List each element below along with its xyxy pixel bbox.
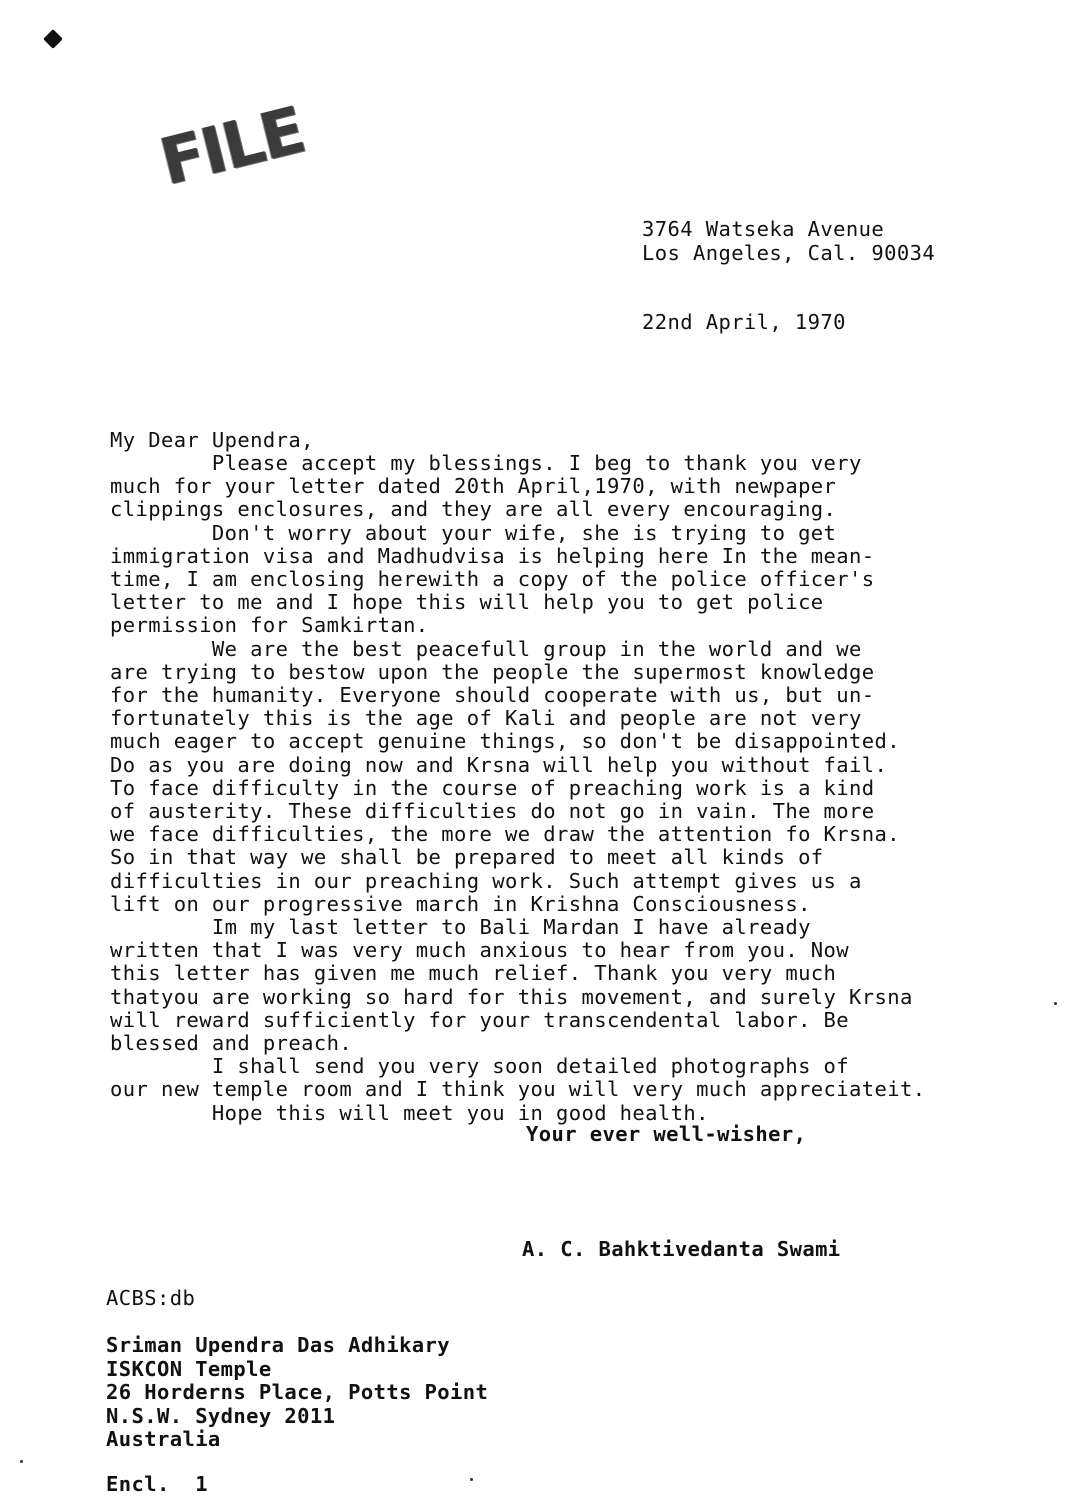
reference-initials: ACBS:db xyxy=(106,1286,196,1310)
body-line: Hope this will meet you in good health. xyxy=(110,1100,709,1125)
body-line: Please accept my blessings. I beg to thank you very xyxy=(110,451,862,475)
body-line: of austerity. These difficulties do not go in vain. The more xyxy=(110,799,875,823)
recipient-address-line: Australia xyxy=(106,1427,221,1451)
corner-mark xyxy=(43,29,63,49)
recipient-address-line: ISKCON Temple xyxy=(106,1356,272,1381)
body-line: Don't worry about your wife, she is trying to get xyxy=(110,520,837,545)
body-line: permission for Samkirtan. xyxy=(110,613,429,638)
body-line: Im my last letter to Bali Mardan I have already xyxy=(110,915,811,939)
body-line: we face difficulties, the more we draw the attention fo Krsna. xyxy=(110,822,901,847)
body-line: Do as you are doing now and Krsna will help you without fail. xyxy=(110,752,888,777)
body-line: much eager to accept genuine things, so don't be disappointed. xyxy=(110,729,901,754)
body-line: letter to me and I hope this will help you to get police xyxy=(110,590,824,615)
paper-speck xyxy=(1054,1002,1057,1005)
letter-date: 22nd April, 1970 xyxy=(642,310,846,334)
recipient-address-line: 26 Horderns Place, Potts Point xyxy=(106,1380,489,1404)
body-line: We are the best peacefull group in the world and we xyxy=(110,636,862,661)
body-line: clippings enclosures, and they are all every encouraging. xyxy=(110,497,837,522)
recipient-address-line: N.S.W. Sydney 2011 xyxy=(106,1403,336,1428)
body-line: lift on our progressive march in Krishna Consciousness. xyxy=(110,891,811,916)
body-line: blessed and preach. xyxy=(110,1031,353,1055)
body-line: much for your letter dated 20th April,1970, with newpaper xyxy=(110,474,837,499)
body-line: thatyou are working so hard for this movement, and surely Krsna xyxy=(110,984,913,1009)
sender-address-line-1: 3764 Watseka Avenue xyxy=(642,217,885,241)
body-line: time, I am enclosing herewith a copy of the police officer's xyxy=(110,567,875,591)
recipient-address-line: Sriman Upendra Das Adhikary xyxy=(106,1333,451,1357)
body-line: So in that way we shall be prepared to meet all kinds of xyxy=(110,845,824,870)
salutation: My Dear Upendra, xyxy=(110,428,314,452)
signature: A. C. Bahktivedanta Swami xyxy=(522,1237,841,1261)
body-line: for the humanity. Everyone should cooperate with us, but un- xyxy=(110,683,875,707)
body-line: written that I was very much anxious to hear from you. Now xyxy=(110,938,850,963)
body-line: our new temple room and I think you will very much appreciateit. xyxy=(110,1077,926,1102)
paper-speck xyxy=(470,1478,473,1481)
paper-speck xyxy=(20,1460,23,1463)
body-line: difficulties in our preaching work. Such attempt gives us a xyxy=(110,868,862,893)
body-line: will reward sufficiently for your transcendental labor. Be xyxy=(110,1007,850,1032)
body-line: this letter has given me much relief. Thank you very much xyxy=(110,961,837,986)
body-line: fortunately this is the age of Kali and people are not very xyxy=(110,706,862,731)
closing: Your ever well-wisher, xyxy=(526,1122,807,1146)
body-line: immigration visa and Madhudvisa is helping here In the mean- xyxy=(110,543,875,568)
body-line: are trying to bestow upon the people the supermost knowledge xyxy=(110,659,875,684)
body-line: I shall send you very soon detailed photographs of xyxy=(110,1054,850,1079)
file-stamp: FILE xyxy=(153,93,311,201)
enclosure-note: Encl. 1 xyxy=(106,1472,208,1496)
body-line: To face difficulty in the course of preaching work is a kind xyxy=(110,775,875,800)
sender-address-line-2: Los Angeles, Cal. 90034 xyxy=(642,241,936,265)
